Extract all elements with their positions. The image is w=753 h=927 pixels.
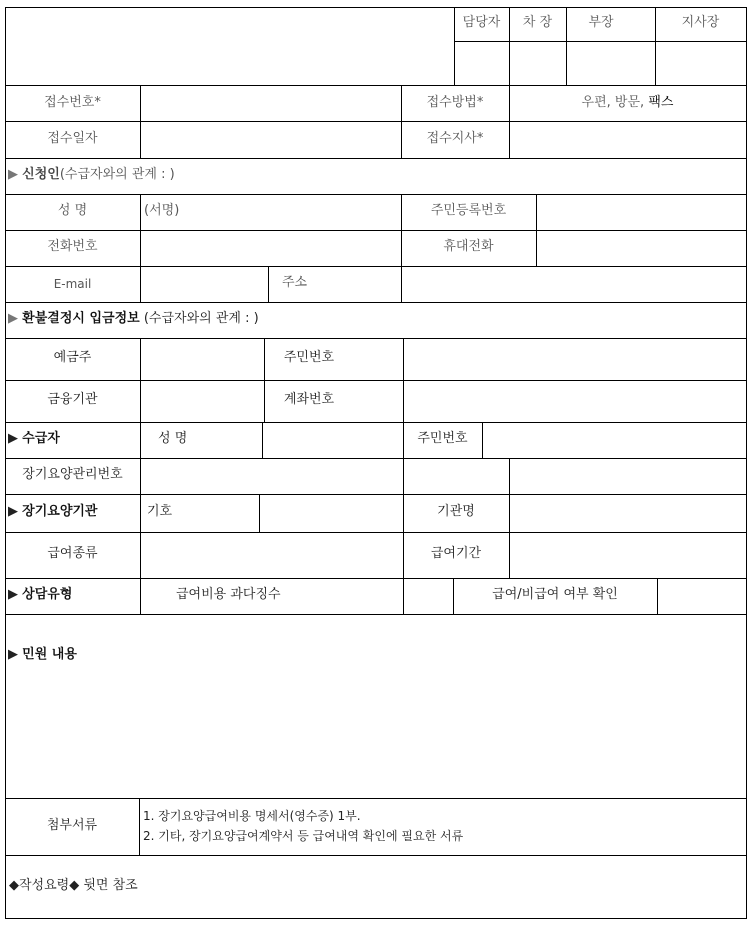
refund-holder-resident-field[interactable] [404, 339, 746, 380]
refund-bank-label: 금융기관 [47, 392, 98, 407]
reception-branch-label: 접수지사* [426, 131, 484, 146]
applicant-resident-label: 주민등록번호 [430, 203, 507, 218]
divider [140, 578, 141, 614]
divider [509, 458, 510, 494]
border-right [746, 7, 747, 919]
divider [5, 158, 747, 159]
benefit-coverage-check-field[interactable] [658, 579, 746, 614]
recipient-resident-label: 주민번호 [417, 431, 468, 446]
attachment-item: 2. 기타, 장기요양급여계약서 등 급여내역 확인에 필요한 서류 [143, 829, 464, 843]
institution-name-field[interactable] [510, 495, 746, 532]
complaint-content-area[interactable] [6, 670, 746, 798]
applicant-mobile-label: 휴대전화 [443, 239, 494, 254]
reception-method-option-text: 우편, 방문, [581, 95, 649, 110]
refund-holder-resident-label: 주민번호 [283, 350, 335, 365]
triangle-icon: ▶ [8, 167, 18, 182]
recipient-section-title [8, 431, 60, 447]
reception-method-options[interactable] [509, 95, 746, 111]
divider [5, 578, 747, 579]
recipient-title-text: 수급자 [22, 431, 60, 446]
divider [139, 798, 140, 855]
refund-account-label: 계좌번호 [283, 392, 335, 407]
benefit-coverage-check-label: 급여/비급여 여부 확인 [492, 587, 618, 602]
consultation-title-text: 상담유형 [22, 587, 73, 602]
attachments-label: 첨부서류 [46, 818, 98, 833]
refund-section-title [8, 311, 259, 327]
applicant-section-title [8, 167, 175, 183]
triangle-icon: ▶ [8, 311, 18, 326]
institution-symbol-label: 기호 [147, 504, 173, 519]
complaint-section-title [8, 647, 77, 663]
recipient-name-label: 성 명 [158, 431, 188, 446]
approval-label-deputy: 차 장 [522, 15, 553, 30]
institution-title-text: 장기요양기관 [22, 504, 98, 519]
benefit-type-field[interactable] [141, 533, 403, 578]
recipient-resident-field[interactable] [483, 423, 746, 458]
applicant-phone-field[interactable] [141, 231, 401, 266]
applicant-resident-field[interactable] [537, 195, 746, 230]
reception-branch-field[interactable] [510, 122, 746, 158]
reception-date-field[interactable] [141, 122, 401, 158]
applicant-email-field[interactable] [141, 267, 268, 302]
triangle-icon: ▶ [8, 647, 18, 662]
applicant-phone-label: 전화번호 [47, 239, 98, 254]
refund-bank-field[interactable] [141, 381, 264, 422]
applicant-mobile-field[interactable] [537, 231, 746, 266]
approval-label-manager: 담당자 [462, 15, 501, 30]
writing-guide-note: ◆작성요령◆ 뒷면 참조 [9, 878, 138, 893]
consultation-section-title [8, 587, 72, 603]
approval-sign-deputy[interactable] [510, 42, 566, 85]
divider [5, 614, 747, 615]
reception-number-label: 접수번호* [44, 95, 101, 110]
approval-label-branch-chief: 지사장 [681, 15, 720, 30]
applicant-title-text: 신청인 [22, 167, 60, 182]
benefit-period-field[interactable] [510, 533, 746, 578]
border-bottom [5, 918, 747, 919]
approval-sign-head[interactable] [567, 42, 655, 85]
approval-sign-manager[interactable] [455, 42, 509, 85]
applicant-name-label: 성 명 [57, 203, 88, 218]
attachment-item: 1. 장기요양급여비용 명세서(영수증) 1부. [143, 809, 361, 823]
refund-title-text: 환불결정시 입금정보 [22, 311, 140, 326]
benefit-period-label: 급여기간 [430, 546, 482, 561]
triangle-icon: ▶ [8, 504, 18, 519]
reception-method-label: 접수방법* [426, 95, 484, 110]
recipient-name-field[interactable] [263, 423, 403, 458]
applicant-address-label: 주소 [282, 275, 308, 290]
approval-label-head: 부장 [588, 15, 614, 30]
reception-date-label: 접수일자 [47, 131, 98, 146]
applicant-email-label: E-mail [53, 277, 92, 291]
institution-name-label: 기관명 [437, 504, 475, 519]
divider [268, 266, 269, 302]
refund-holder-field[interactable] [141, 339, 264, 380]
divider [5, 855, 747, 856]
consultation-type-value: 급여비용 과다징수 [176, 587, 281, 602]
complaint-title-text: 민원 내용 [22, 647, 77, 662]
triangle-icon: ▶ [8, 431, 18, 446]
benefit-type-label: 급여종류 [47, 546, 98, 561]
institution-symbol-field[interactable] [260, 495, 403, 532]
border-top [5, 7, 747, 8]
consultation-type-check-field[interactable] [404, 579, 453, 614]
triangle-icon: ▶ [8, 587, 18, 602]
refund-account-field[interactable] [404, 381, 746, 422]
applicant-relation-note: (수급자와의 관계 : ) [59, 167, 175, 182]
institution-section-title [8, 504, 98, 520]
applicant-name-field[interactable] [141, 195, 401, 230]
applicant-signature-hint: (서명) [144, 203, 180, 218]
refund-holder-label: 예금주 [53, 350, 92, 365]
applicant-address-field[interactable] [402, 267, 746, 302]
ltc-number-field[interactable] [141, 459, 403, 494]
approval-sign-branch-chief[interactable] [656, 42, 746, 85]
divider [5, 798, 747, 799]
reception-method-selected[interactable]: 팩스 [648, 95, 674, 110]
divider [5, 302, 747, 303]
reception-number-field[interactable] [141, 86, 401, 121]
ltc-number-label: 장기요양관리번호 [22, 467, 123, 482]
refund-relation-note: (수급자와의 관계 : ) [143, 311, 259, 326]
